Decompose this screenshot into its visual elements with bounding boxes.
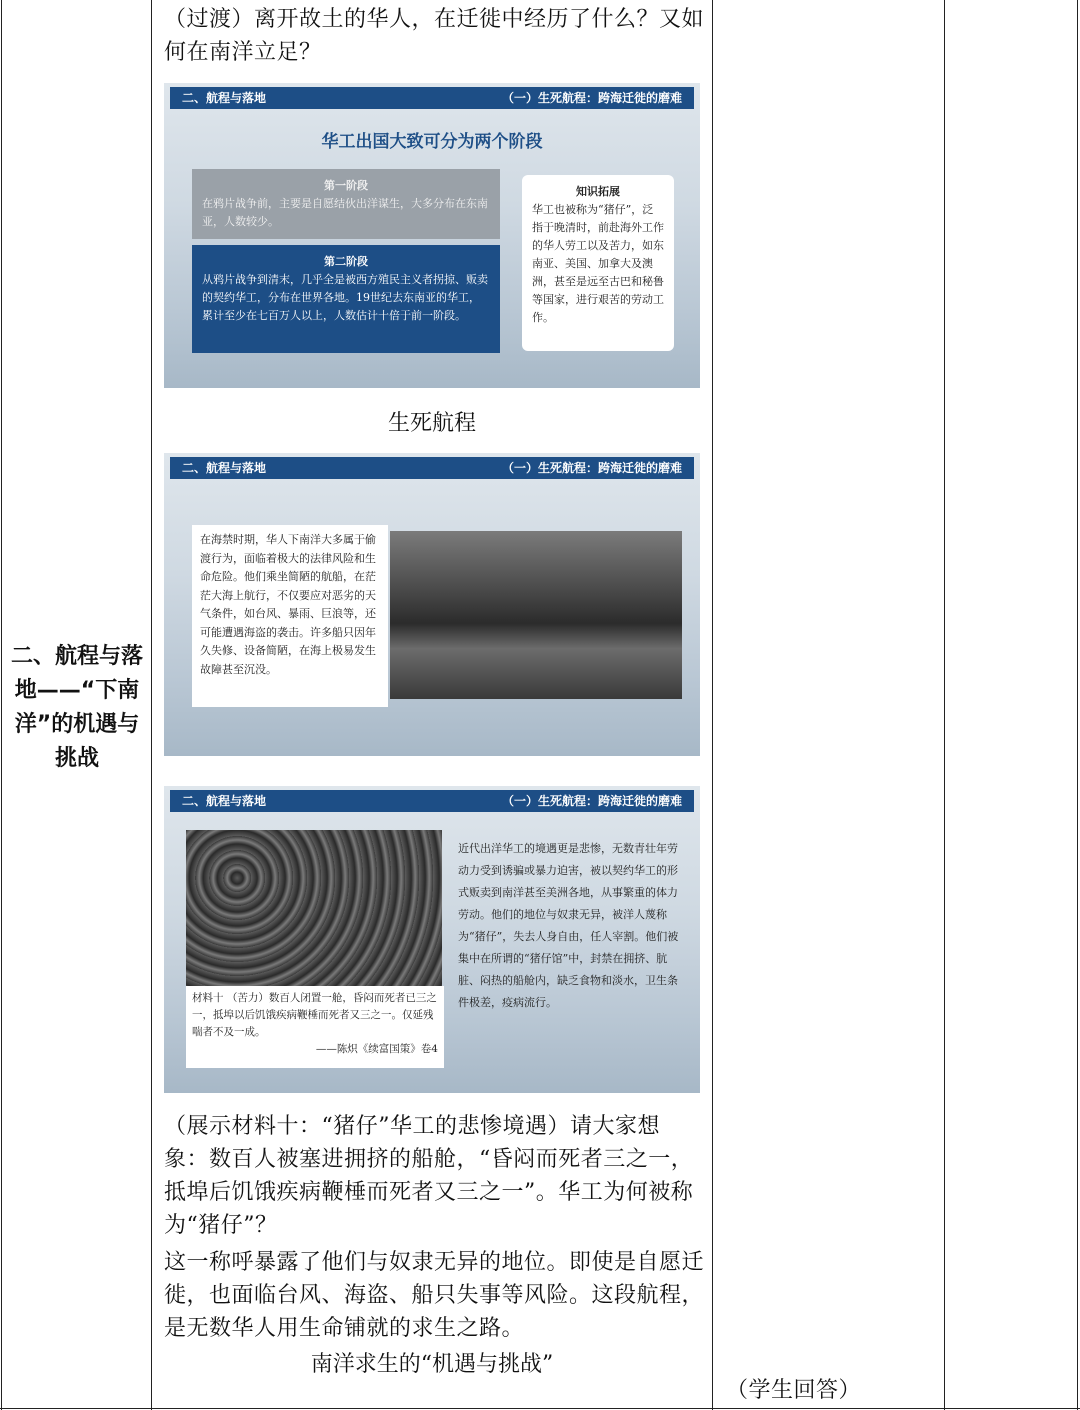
- quote-box: [186, 986, 444, 1068]
- coolie-text: 近代出洋华工的境遇更是悲惨，无数青壮年劳动力受到诱骗或暴力迫害，被以契约华工的形式贩卖到南洋甚至美洲各地，从事繁重的体力劳动。他们的地位与奴隶无异，被洋人蔑称为“猪仔”，失去人身自由，任人宰割。他们被集中在所谓的“猪仔馆”中，封禁在拥挤、肮脏、闷热的船舱内，缺乏食物和淡水，卫生条件极差，疫病流行。: [458, 842, 679, 1009]
- crowd-photo: [186, 830, 442, 990]
- section-label: 二、航程与落地——“下南洋”的机遇与挑战: [10, 644, 143, 771]
- table-border-left: [1, 0, 2, 1410]
- voyage-text: 在海禁时期，华人下南洋大多属于偷渡行为，面临着极大的法律风险和生命危险。他们乘坐简陋的航船，在茫茫大海上航行，不仅要应对恶劣的天气条件，如台风、暴雨、巨浪等，还可能遭遇海盗的袭击。许多船只因年久失修、设备简陋，在海上极易发生故障甚至沉没。: [200, 533, 376, 676]
- knowledge-title: 知识拓展: [576, 185, 620, 198]
- coolie-text-box: [454, 836, 690, 1066]
- slide-header-right: （一）生死航程：跨海迁徙的磨难: [501, 794, 682, 808]
- intro-text: （过渡）离开故土的华人，在迁徙中经历了什么？又如何在南洋立足？: [164, 7, 705, 65]
- slide-header-left: 二、航程与落地: [182, 794, 267, 808]
- quote-source: ——陈炽《续富国策》卷4: [315, 1043, 438, 1055]
- stage1-title: 第一阶段: [324, 179, 368, 192]
- stage2-title: 第二阶段: [324, 255, 368, 268]
- table-border-right: [1077, 0, 1078, 1410]
- harbor-photo: [390, 531, 682, 699]
- slide-title: 华工出国大致可分为两个阶段: [321, 132, 543, 152]
- slide-coolie: [164, 786, 700, 1093]
- table-border-col1: [151, 0, 152, 1410]
- stage1-box: [192, 169, 500, 239]
- slide-voyage: [164, 453, 700, 756]
- table-border-col3: [944, 0, 945, 1410]
- slide-header-left: 二、航程与落地: [182, 461, 267, 475]
- stage1-text: 在鸦片战争前，主要是自愿结伙出洋谋生，大多分布在东南亚，人数较少。: [202, 197, 488, 228]
- caption-opportunity: 南洋求生的“机遇与挑战”: [310, 1352, 554, 1377]
- voyage-text-box: [192, 525, 388, 707]
- caption-voyage: 生死航程: [387, 411, 476, 436]
- slide-header: [170, 87, 694, 109]
- knowledge-box: [522, 175, 674, 351]
- slide-header-left: 二、航程与落地: [182, 91, 267, 105]
- paragraph-material: （展示材料十：“猪仔”华工的悲惨境遇）请大家想象：数百人被塞进拥挤的船舱，“昏闷而死者三之一，抵埠后饥饿疾病鞭棰而死者又三之一”。华工为何被称为“猪仔”？: [164, 1114, 694, 1238]
- knowledge-text: 华工也被称为“猪仔”，泛指于晚清时，前赴海外工作的华人劳工以及苦力，如东南亚、美国、加拿大及澳洲，甚至是远至古巴和秘鲁等国家，进行艰苦的劳动工作。: [532, 203, 664, 324]
- stage2-box: [192, 245, 500, 353]
- table-border-bottom: [0, 1408, 1080, 1409]
- slide-header: [170, 790, 694, 812]
- slide-header-right: （一）生死航程：跨海迁徙的磨难: [501, 91, 682, 105]
- stage2-text: 从鸦片战争到清末，几乎全是被西方殖民主义者拐掠、贩卖的契约华工，分布在世界各地。19世纪去东南亚的华工，累计至少在七百万人以上，人数估计十倍于前一阶段。: [202, 273, 488, 322]
- paragraph-explanation: 这一称呼暴露了他们与奴隶无异的地位。即使是自愿迁徙，也面临台风、海盗、船只失事等风险。这段航程，是无数华人用生命铺就的求生之路。: [164, 1250, 705, 1341]
- slide-header: [170, 457, 694, 479]
- quote-text: 材料十 （苦力）数百人闭置一舱，昏闷而死者已三之一，抵埠以后饥饿疾病鞭棰而死者又三之一。仅延残喘者不及一成。: [192, 992, 437, 1038]
- table-border-col2: [712, 0, 713, 1410]
- slide-stages: [164, 83, 700, 388]
- slide-header-right: （一）生死航程：跨海迁徙的磨难: [501, 461, 682, 475]
- student-response: （学生回答）: [726, 1378, 862, 1403]
